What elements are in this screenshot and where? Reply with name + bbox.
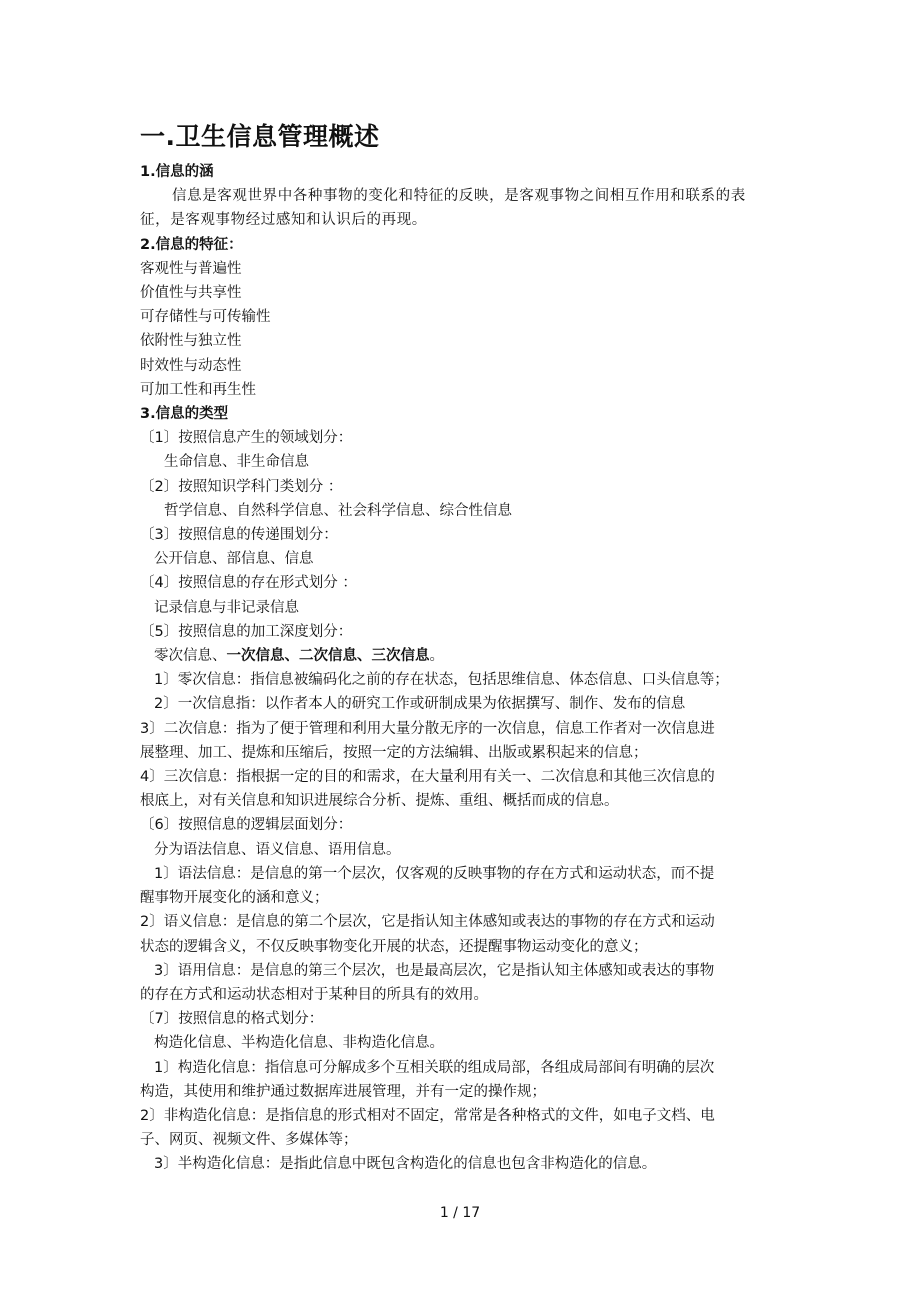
text-line <box>140 354 786 378</box>
text-line <box>140 1056 786 1080</box>
line-text: 分为语法信息、语义信息、语用信息。 <box>154 841 401 858</box>
line-text: 展整理、加工、提炼和压缩后，按照一定的方法编辑、出版或累积起来的信息； <box>140 744 648 761</box>
line-text: 公开信息、部信息、信息 <box>154 551 314 568</box>
line-text: 1〕构造化信息：指信息可分解成多个互相关联的组成局部，各组成局部间有明确的层次 <box>154 1059 715 1076</box>
line-text: 〔2〕按照知识学科门类划分 ： <box>140 478 343 495</box>
text-line <box>140 475 786 499</box>
text-line <box>140 426 786 450</box>
line-text: 2〕一次信息指：以作者本人的研究工作或研制成果为依据撰写、制作、发布的信息 <box>154 696 686 713</box>
line-text: 1〕语法信息：是信息的第一个层次，仅客观的反映事物的存在方式和运动状态，而不提 <box>154 865 715 882</box>
line-text: 生命信息、非生命信息 <box>164 454 309 471</box>
line-text: 2〕非构造化信息：是指信息的形式相对不固定，常常是各种格式的文件，如电子文档、电 <box>140 1107 715 1124</box>
line-text: 4〕三次信息：指根据一定的目的和需求，在大量利用有关一、二次信息和其他三次信息的 <box>140 769 715 786</box>
line-text: 2.信息的特征： <box>140 236 243 253</box>
line-text: 〔3〕按照信息的传递围划分： <box>140 527 338 544</box>
text-line <box>140 717 786 741</box>
text-line <box>140 329 786 353</box>
page-number: 1 / 17 <box>439 1205 481 1221</box>
line-text: 3〕二次信息：指为了便于管理和利用大量分散无序的一次信息，信息工作者对一次信息进 <box>140 720 715 737</box>
text-line <box>140 959 786 983</box>
line-text: 构造化信息、半构造化信息、非构造化信息。 <box>154 1035 444 1052</box>
line-text: 子、网页、视频文件、多媒体等； <box>140 1132 358 1149</box>
line-text: 〔5〕按照信息的加工深度划分： <box>140 623 353 640</box>
text-line <box>140 1007 786 1031</box>
text-line <box>140 1104 786 1128</box>
line-text: 〔4〕按照信息的存在形式划分 ： <box>140 575 357 592</box>
line-text: 零次信息、 <box>154 648 227 665</box>
line-text: 构造，其使用和维护通过数据库进展管理，并有一定的操作规； <box>140 1083 546 1100</box>
line-text: 的存在方式和运动状态相对于某种目的所具有的效用。 <box>140 986 488 1003</box>
text-line <box>140 305 786 329</box>
text-line <box>140 571 786 595</box>
text-line <box>140 862 786 886</box>
section-heading <box>140 160 786 184</box>
line-text: 状态的逻辑含义，不仅反映事物变化开展的状态，还提醒事物运动变化的意义； <box>140 938 648 955</box>
text-line <box>140 1128 786 1152</box>
text-line <box>140 644 786 668</box>
bold-emphasis: 一次信息、二次信息、三次信息 <box>226 648 430 665</box>
line-tail: 。 <box>429 648 444 665</box>
line-text: 依附性与独立性 <box>140 333 242 350</box>
text-line <box>140 450 786 474</box>
text-line <box>140 668 786 692</box>
line-text: 价值性与共享性 <box>140 285 242 302</box>
text-line <box>140 1031 786 1055</box>
text-line <box>140 523 786 547</box>
line-text: 3〕语用信息：是信息的第三个层次，也是最高层次，它是指认知主体感知或表达的事物 <box>154 962 715 979</box>
text-line <box>140 499 786 523</box>
section-heading <box>140 402 786 426</box>
document-body <box>140 160 786 1177</box>
line-text: 〔6〕按照信息的逻辑层面划分： <box>140 817 353 834</box>
text-line <box>140 789 786 813</box>
line-text: 〔1〕按照信息产生的领域划分： <box>140 430 353 447</box>
line-text: 3〕半构造化信息：是指此信息中既包含构造化的信息也包含非构造化的信息。 <box>154 1156 657 1173</box>
line-text: 信息是客观世界中各种事物的变化和特征的反映，是客观事物之间相互作用和联系的表 <box>172 188 746 205</box>
text-line <box>140 257 786 281</box>
text-line <box>140 184 786 208</box>
text-line <box>140 983 786 1007</box>
line-text: 3.信息的类型 <box>140 406 229 423</box>
line-text: 2〕语义信息：是信息的第二个层次，它是指认知主体感知或表达的事物的存在方式和运动 <box>140 914 715 931</box>
line-text: 可加工性和再生性 <box>140 381 256 398</box>
text-line <box>140 886 786 910</box>
line-text: 时效性与动态性 <box>140 357 242 374</box>
text-line <box>140 910 786 934</box>
line-text: 1.信息的涵 <box>140 164 214 180</box>
text-line <box>140 1152 786 1176</box>
text-line <box>140 1080 786 1104</box>
text-line <box>140 741 786 765</box>
text-line <box>140 596 786 620</box>
text-line <box>140 620 786 644</box>
line-text: 哲学信息、自然科学信息、社会科学信息、综合性信息 <box>164 502 512 519</box>
line-text: 征，是客观事物经过感知和认识后的再现。 <box>140 212 427 229</box>
line-text: 1〕零次信息：指信息被编码化之前的存在状态，包括思维信息、体态信息、口头信息等； <box>154 672 729 689</box>
text-line <box>140 765 786 789</box>
section-heading <box>140 233 786 257</box>
line-text: 醒事物开展变化的涵和意义； <box>140 890 329 907</box>
line-text: 根底上，对有关信息和知识进展综合分析、提炼、重组、概括而成的信息。 <box>140 793 619 810</box>
text-line <box>140 813 786 837</box>
text-line <box>140 547 786 571</box>
line-text: 客观性与普遍性 <box>140 260 242 277</box>
text-line <box>140 838 786 862</box>
line-text: 可存储性与可传输性 <box>140 309 271 326</box>
page-title: 一.卫生信息管理概述 <box>140 122 380 151</box>
text-line <box>140 692 786 716</box>
line-text: 记录信息与非记录信息 <box>154 599 299 616</box>
text-line <box>140 208 786 232</box>
line-text: 〔7〕按照信息的格式划分： <box>140 1011 324 1028</box>
text-line <box>140 281 786 305</box>
text-line <box>140 935 786 959</box>
text-line <box>140 378 786 402</box>
